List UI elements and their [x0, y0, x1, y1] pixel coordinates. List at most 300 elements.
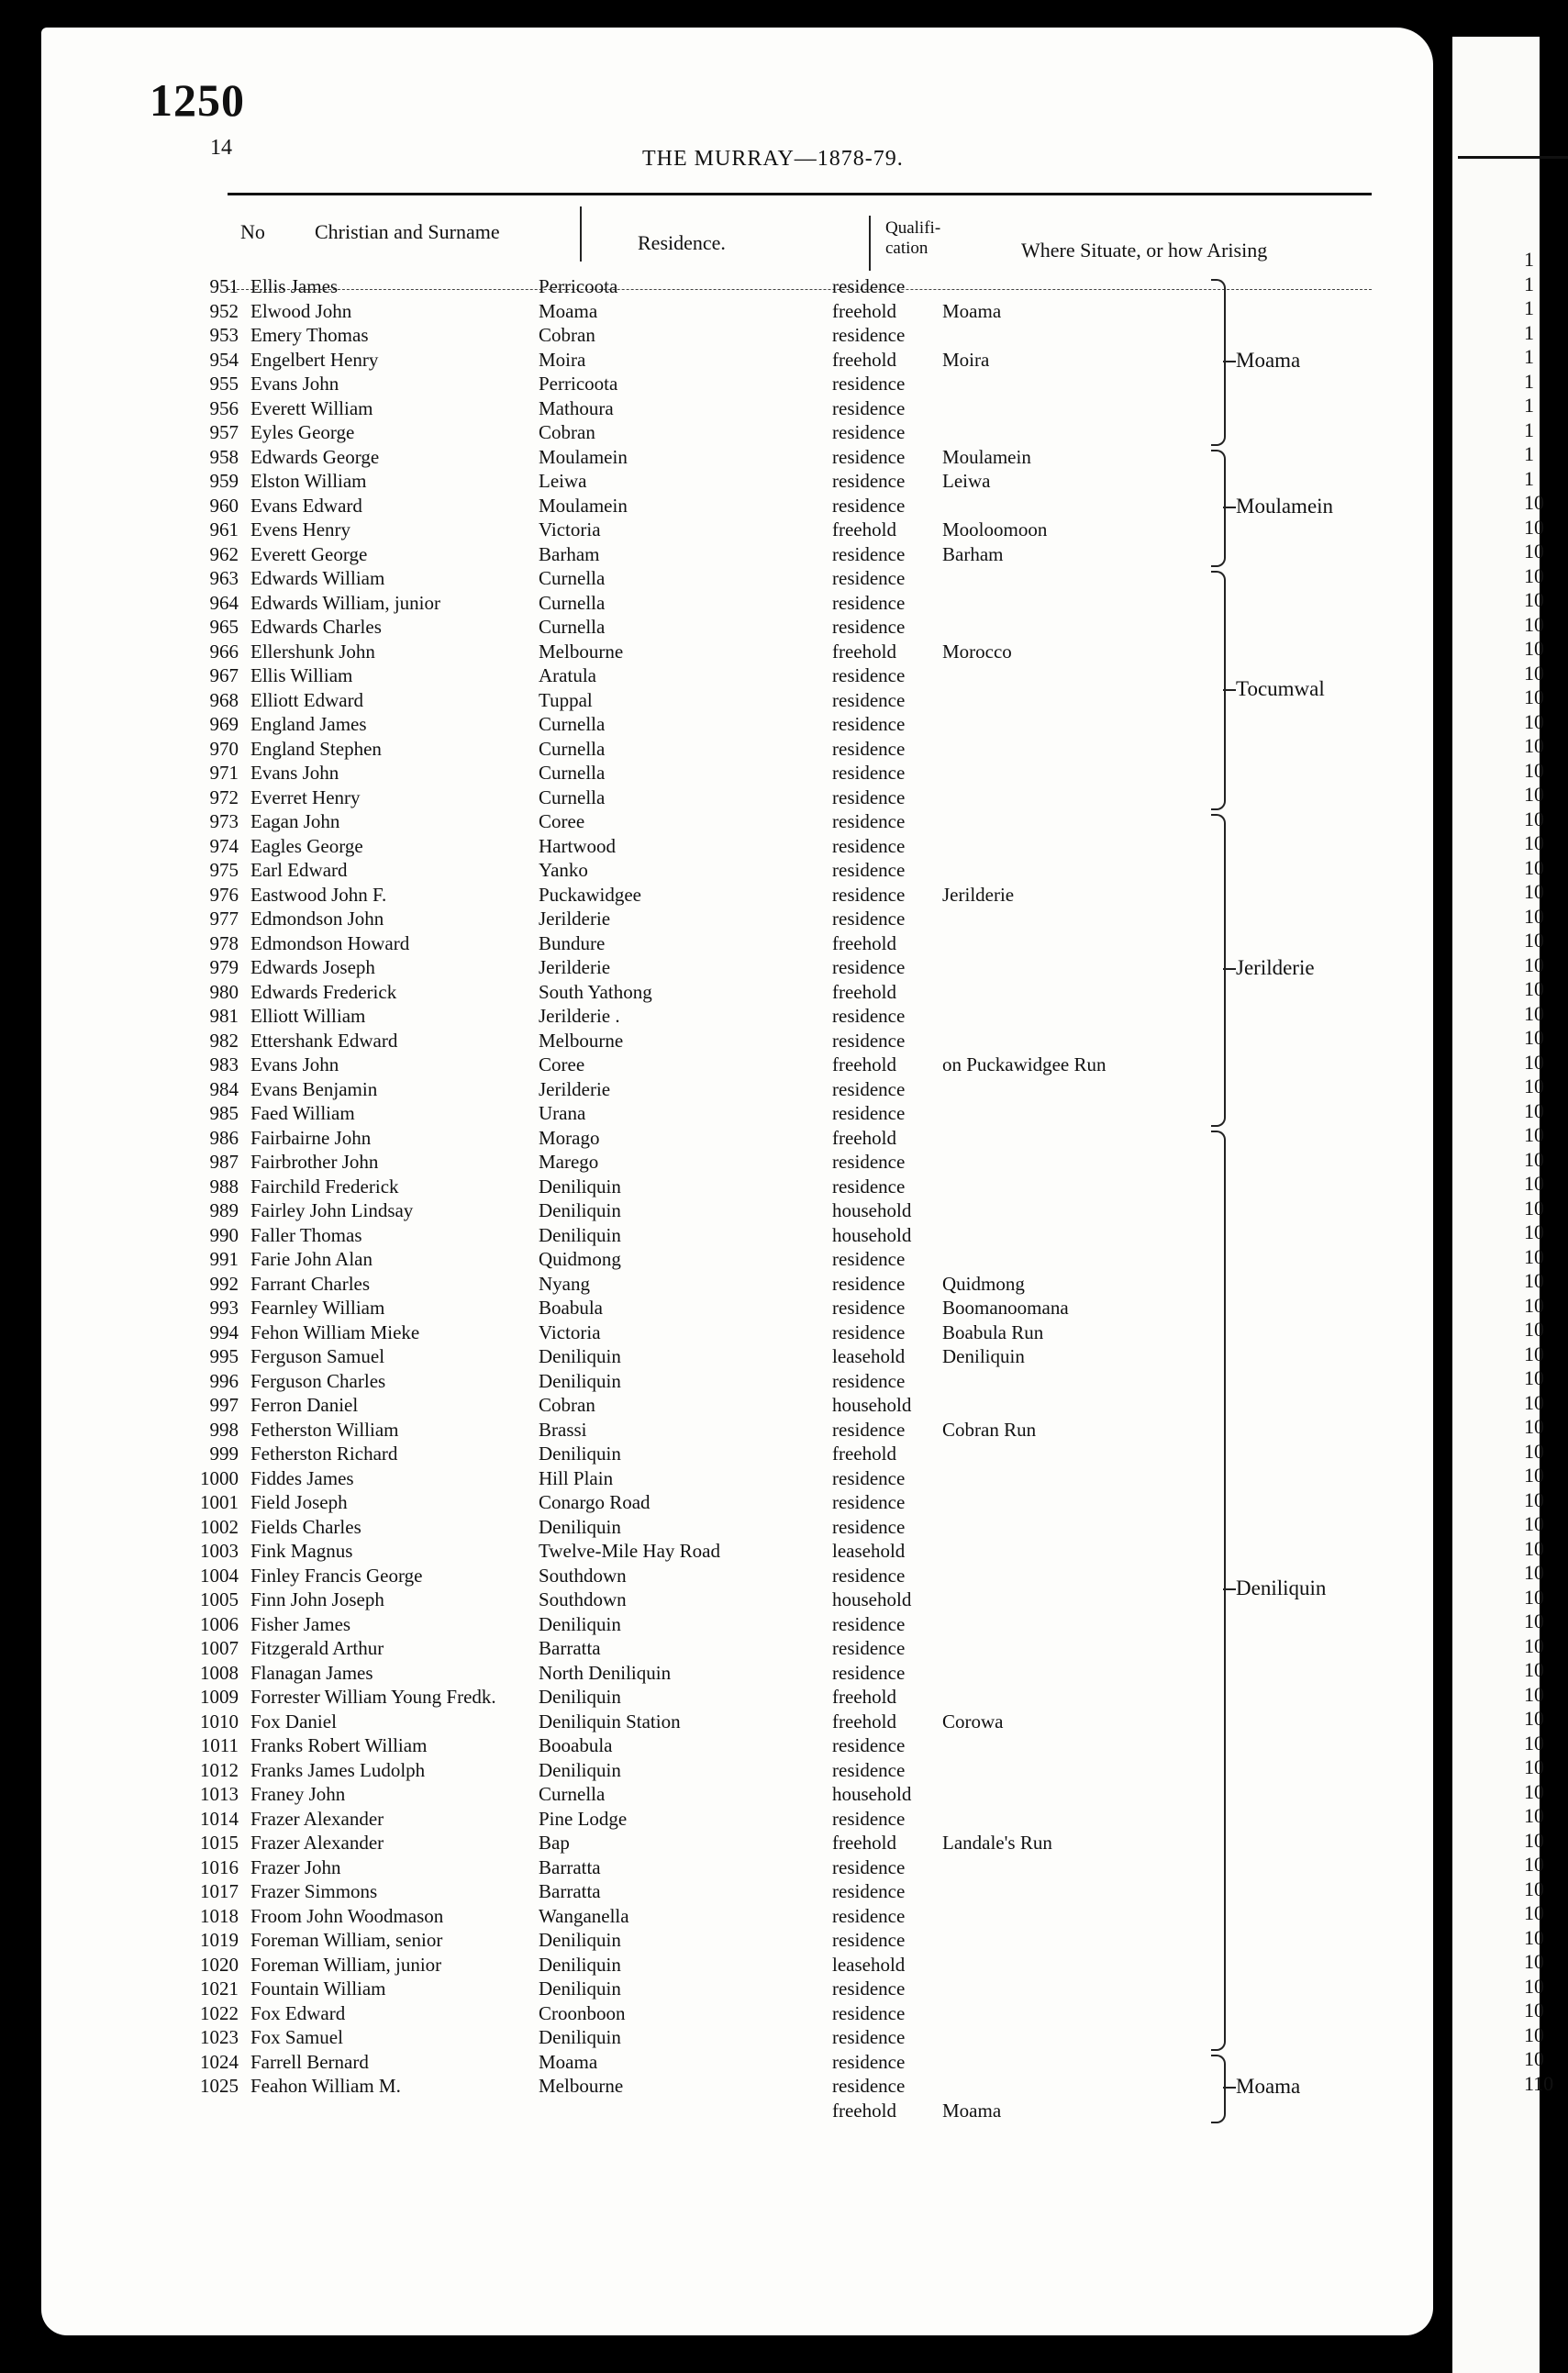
entry-qualification: residence: [832, 908, 906, 930]
entry-name: Ferguson Charles: [250, 1369, 386, 1392]
entry-qualification: household: [832, 1783, 912, 1805]
entry-number: 1020: [200, 1953, 239, 1976]
entry-number: 952: [209, 299, 239, 322]
entry-number: 964: [209, 591, 239, 614]
entry-number: 961: [209, 518, 239, 540]
entry-number: 970: [209, 737, 239, 760]
entry-name: Frazer Alexander: [250, 1807, 384, 1830]
group-brace: [1211, 279, 1226, 446]
adjacent-page-number-stub: 10: [1524, 1001, 1544, 1025]
entry-where-situate: Jerilderie: [942, 883, 1015, 906]
entry-number: 981: [209, 1005, 239, 1027]
entry-qualification: residence: [832, 1661, 906, 1684]
entry-where-situate: Boabula Run: [942, 1320, 1044, 1343]
entry-name: Elston William: [250, 470, 367, 492]
entry-residence: Deniliquin: [539, 1758, 621, 1781]
entry-residence: Jerilderie .: [539, 1005, 620, 1027]
entry-residence: Southdown: [539, 1564, 627, 1587]
entry-name: Frazer Alexander: [250, 1832, 384, 1854]
entry-qualification: freehold: [832, 1710, 896, 1732]
entry-number: 1008: [200, 1661, 239, 1684]
entry-where-situate: Boomanoomana: [942, 1297, 1069, 1319]
entry-name: Edmondson John: [250, 908, 384, 930]
entry-name: Ettershank Edward: [250, 1029, 398, 1052]
entry-residence: Deniliquin: [539, 1345, 621, 1367]
entry-number: 979: [209, 956, 239, 978]
entry-name: Fetherston Richard: [250, 1443, 398, 1465]
entry-number: 980: [209, 980, 239, 1003]
adjacent-page-number-stub: 10: [1524, 1755, 1544, 1778]
entry-number: 989: [209, 1199, 239, 1221]
entry-qualification: residence: [832, 1807, 906, 1830]
entry-residence: Quidmong: [539, 1248, 621, 1270]
entry-number: 1013: [200, 1783, 239, 1805]
entry-name: Edwards George: [250, 445, 380, 468]
entry-name: England Stephen: [250, 737, 382, 760]
entry-name: Frazer John: [250, 1855, 341, 1878]
entry-name: Fink Magnus: [250, 1540, 353, 1562]
entry-name: Faller Thomas: [250, 1223, 362, 1246]
entry-name: Field Joseph: [250, 1491, 348, 1513]
adjacent-page-number-stub: 1: [1524, 272, 1534, 295]
entry-qualification: residence: [832, 1904, 906, 1927]
entry-residence: Deniliquin: [539, 1175, 621, 1198]
entry-number: 1019: [200, 1929, 239, 1951]
entry-number: 1016: [200, 1855, 239, 1878]
entry-residence: Brassi: [539, 1418, 587, 1441]
group-label: Moama: [1236, 2075, 1301, 2099]
entry-name: Earl Edward: [250, 859, 348, 881]
adjacent-page-number-stub: 10: [1524, 1950, 1544, 1973]
entry-residence: Barratta: [539, 1880, 601, 1902]
entry-residence: Barratta: [539, 1855, 601, 1878]
entry-number: 982: [209, 1029, 239, 1052]
entry-number: 954: [209, 348, 239, 371]
group-brace: [1211, 1131, 1226, 2051]
entry-qualification: residence: [832, 1175, 906, 1198]
entry-number: 967: [209, 664, 239, 686]
entry-residence: North Deniliquin: [539, 1661, 672, 1684]
entry-qualification: residence: [832, 616, 906, 638]
adjacent-page-number-stub: 1: [1524, 418, 1534, 441]
entry-residence: Cobran: [539, 324, 595, 346]
entry-residence: Deniliquin: [539, 1199, 621, 1221]
adjacent-page-number-stub: 1: [1524, 466, 1534, 490]
adjacent-page-number-stub: 10: [1524, 929, 1544, 952]
entry-residence: Curnella: [539, 567, 606, 589]
entry-residence: Curnella: [539, 1783, 606, 1805]
entry-residence: Curnella: [539, 616, 606, 638]
entry-name: Ferron Daniel: [250, 1394, 359, 1416]
entry-qualification: residence: [832, 567, 906, 589]
entry-residence: Melbourne: [539, 640, 624, 663]
entry-qualification: freehold: [832, 518, 896, 540]
entry-where-situate: Morocco: [942, 640, 1012, 663]
adjacent-page-number-stub: 10: [1524, 685, 1544, 708]
entry-residence: Deniliquin: [539, 1929, 621, 1951]
sub-page-number: 14: [210, 136, 232, 160]
entry-qualification: residence: [832, 2026, 906, 2048]
entry-name: Fetherston William: [250, 1418, 399, 1441]
entry-residence: Tuppal: [539, 688, 593, 711]
adjacent-page-number-stub: 10: [1524, 1293, 1544, 1317]
entry-qualification: residence: [832, 762, 906, 784]
group-brace: [1211, 2055, 1226, 2124]
entry-qualification: residence: [832, 664, 906, 686]
entry-residence: Melbourne: [539, 1029, 624, 1052]
entry-name: Engelbert Henry: [250, 348, 379, 371]
entry-name: Finley Francis George: [250, 1564, 423, 1587]
entry-number: 972: [209, 785, 239, 808]
entry-number: 959: [209, 470, 239, 492]
entry-residence: Perricoota: [539, 373, 618, 395]
entry-name: Frazer Simmons: [250, 1880, 378, 1902]
entry-number: 963: [209, 567, 239, 589]
entry-number: 1015: [200, 1832, 239, 1854]
adjacent-page-number-stub: 10: [1524, 588, 1544, 611]
adjacent-page-number-stub: 10: [1524, 1439, 1544, 1463]
entry-residence: Moulamein: [539, 494, 628, 517]
header-separator: [580, 206, 582, 262]
entry-residence: Leiwa: [539, 470, 587, 492]
entry-qualification: residence: [832, 1491, 906, 1513]
adjacent-page-number-stub: 10: [1524, 1804, 1544, 1827]
entry-name: Everret Henry: [250, 785, 361, 808]
entry-number: 1012: [200, 1758, 239, 1781]
entry-residence: Marego: [539, 1151, 599, 1173]
adjacent-page-number-stub: 10: [1524, 1147, 1544, 1171]
entry-qualification: residence: [832, 421, 906, 443]
entry-number: 997: [209, 1394, 239, 1416]
entry-number: 985: [209, 1102, 239, 1124]
entry-qualification: residence: [832, 470, 906, 492]
adjacent-page-number-stub: 10: [1524, 758, 1544, 782]
adjacent-page-number-stub: 10: [1524, 1828, 1544, 1852]
entry-residence: Twelve-Mile Hay Road: [539, 1540, 720, 1562]
entry-residence: Hartwood: [539, 834, 616, 857]
entry-where-situate: Landale's Run: [942, 1832, 1052, 1854]
entry-qualification: freehold: [832, 299, 896, 322]
entry-name: Fairchild Frederick: [250, 1175, 399, 1198]
entry-name: Fairbairne John: [250, 1126, 372, 1149]
entry-number: 999: [209, 1443, 239, 1465]
entry-qualification: freehold: [832, 348, 896, 371]
entry-number: 1009: [200, 1686, 239, 1708]
entry-residence: Curnella: [539, 762, 606, 784]
entry-residence: Deniliquin: [539, 1978, 621, 2000]
entry-residence: Moama: [539, 2050, 598, 2073]
entry-residence: Deniliquin: [539, 1369, 621, 1392]
entry-residence: Deniliquin: [539, 1515, 621, 1538]
entry-qualification: residence: [832, 1418, 906, 1441]
adjacent-page-number-stub: 10: [1524, 855, 1544, 879]
entry-qualification: leasehold: [832, 1540, 906, 1562]
entry-residence: Jerilderie: [539, 1077, 611, 1100]
adjacent-page-number-stub: 10: [1524, 1561, 1544, 1584]
adjacent-page-number-stub: 10: [1524, 540, 1544, 563]
entry-residence: Deniliquin: [539, 1612, 621, 1635]
adjacent-page-number-stub: 10: [1524, 953, 1544, 976]
adjacent-page-number-stub: 10: [1524, 1196, 1544, 1220]
column-header-qualification: Qualifi- cation: [885, 218, 941, 258]
entry-name: Evans Edward: [250, 494, 362, 517]
entry-residence: Curnella: [539, 785, 606, 808]
adjacent-page-number-stub: 10: [1524, 807, 1544, 830]
entry-name: Flanagan James: [250, 1661, 373, 1684]
entry-name: Ferguson Samuel: [250, 1345, 385, 1367]
entry-residence: Melbourne: [539, 2075, 624, 2097]
entry-name: Eastwood John F.: [250, 883, 387, 906]
adjacent-page-number-stub: 1: [1524, 394, 1534, 417]
entry-name: Farie John Alan: [250, 1248, 373, 1270]
entry-number: 1001: [200, 1491, 239, 1513]
entry-number: 1010: [200, 1710, 239, 1732]
adjacent-page-number-stub: 10: [1524, 1999, 1544, 2022]
entry-number: 962: [209, 542, 239, 565]
entry-number: 975: [209, 859, 239, 881]
entry-qualification: residence: [832, 785, 906, 808]
entry-name: Franks Robert William: [250, 1734, 428, 1756]
adjacent-page-number-stub: 110: [1524, 2071, 1554, 2095]
entry-qualification: residence: [832, 1248, 906, 1270]
adjacent-page-number-stub: 10: [1524, 1731, 1544, 1755]
adjacent-page-number-stub: 10: [1524, 1244, 1544, 1268]
entry-qualification: residence: [832, 737, 906, 760]
entry-name: Fiddes James: [250, 1466, 354, 1489]
entry-qualification: residence: [832, 1758, 906, 1781]
entry-name: Fountain William: [250, 1978, 386, 2000]
entry-name: Edwards Charles: [250, 616, 382, 638]
entry-number: 1023: [200, 2026, 239, 2048]
adjacent-page-number-stub: 10: [1524, 1610, 1544, 1632]
entry-name: Elwood John: [250, 299, 352, 322]
adjacent-page-number-stub: 10: [1524, 491, 1544, 514]
column-header-residence: Residence.: [638, 231, 726, 254]
adjacent-page-number-stub: 10: [1524, 831, 1544, 854]
entry-number: 968: [209, 688, 239, 711]
entry-name: Elliott Edward: [250, 688, 364, 711]
entry-qualification: household: [832, 1199, 912, 1221]
entry-qualification: residence: [832, 1978, 906, 2000]
entry-name: Fox Daniel: [250, 1710, 337, 1732]
entry-residence: Victoria: [539, 518, 601, 540]
entry-name: Evans John: [250, 373, 339, 395]
adjacent-page-number-stub: 10: [1524, 1075, 1544, 1097]
entry-qualification: residence: [832, 1637, 906, 1659]
entry-residence: Booabula: [539, 1734, 613, 1756]
entry-qualification: freehold: [832, 1443, 896, 1465]
entry-name: Evans Benjamin: [250, 1077, 378, 1100]
entry-name: Eyles George: [250, 421, 355, 443]
adjacent-page-number-stub: 1: [1524, 296, 1534, 319]
entry-name: Forrester William Young Fredk.: [250, 1686, 496, 1708]
entry-qualification: residence: [832, 1564, 906, 1587]
group-label: Deniliquin: [1236, 1576, 1327, 1599]
entry-number: 1007: [200, 1637, 239, 1659]
adjacent-page-number-stub: 10: [1524, 1633, 1544, 1657]
adjacent-page-number-stub: 10: [1524, 563, 1544, 587]
entry-qualification: residence: [832, 1855, 906, 1878]
entry-where-situate: Mooloomoon: [942, 518, 1048, 540]
entry-name: Fehon William Mieke: [250, 1320, 420, 1343]
entry-residence: Nyang: [539, 1272, 590, 1295]
entry-number: 953: [209, 324, 239, 346]
entry-residence: Coree: [539, 810, 585, 832]
adjacent-page-number-stub: 10: [1524, 783, 1544, 806]
entry-qualification: residence: [832, 2050, 906, 2073]
entry-name: Eagan John: [250, 810, 340, 832]
adjacent-page-number-stub: 10: [1524, 1220, 1544, 1243]
entry-qualification: residence: [832, 1929, 906, 1951]
entry-qualification: freehold: [832, 640, 896, 663]
entry-name: Edmondson Howard: [250, 931, 410, 954]
entry-residence: Deniliquin Station: [539, 1710, 681, 1732]
entry-qualification: leasehold: [832, 1345, 906, 1367]
entry-number: 1000: [200, 1466, 239, 1489]
adjacent-page-number-stub: 10: [1524, 1464, 1544, 1487]
adjacent-page-number-stub: 10: [1524, 734, 1544, 757]
entry-residence: Yanko: [539, 859, 588, 881]
entry-number: 1025: [200, 2075, 239, 2097]
entry-number: 958: [209, 445, 239, 468]
entry-residence: Barham: [539, 542, 600, 565]
entry-number: 1003: [200, 1540, 239, 1562]
entry-qualification: freehold: [832, 1126, 896, 1149]
entry-qualification: residence: [832, 2001, 906, 2024]
group-brace-tip: [1223, 968, 1236, 970]
entry-qualification: residence: [832, 324, 906, 346]
entry-name: Evans John: [250, 762, 339, 784]
entry-name: Edwards Joseph: [250, 956, 375, 978]
entry-number: 984: [209, 1077, 239, 1100]
entry-name: Fox Samuel: [250, 2026, 343, 2048]
entry-qualification: freehold: [832, 1053, 896, 1075]
entry-qualification: household: [832, 1223, 912, 1246]
entry-residence: Puckawidgee: [539, 883, 641, 906]
entry-qualification: freehold: [832, 2099, 896, 2122]
entry-residence: Jerilderie: [539, 956, 611, 978]
column-header-name: Christian and Surname: [315, 220, 500, 243]
entry-number: 1017: [200, 1880, 239, 1902]
entry-name: Faed William: [250, 1102, 355, 1124]
entry-where-situate: Quidmong: [942, 1272, 1025, 1295]
entry-qualification: freehold: [832, 931, 896, 954]
entry-name: Ellis William: [250, 664, 353, 686]
entry-name: Ellis James: [250, 275, 339, 297]
entry-name: Emery Thomas: [250, 324, 369, 346]
entry-number: 988: [209, 1175, 239, 1198]
entry-residence: Jerilderie: [539, 908, 611, 930]
entry-number: 987: [209, 1151, 239, 1173]
entry-name: Foreman William, junior: [250, 1953, 442, 1976]
entry-residence: Coree: [539, 1053, 585, 1075]
adjacent-page-number-stub: 1: [1524, 320, 1534, 344]
entry-residence: Deniliquin: [539, 1953, 621, 1976]
entry-residence: Deniliquin: [539, 1223, 621, 1246]
entry-number: 974: [209, 834, 239, 857]
entry-qualification: residence: [832, 542, 906, 565]
entry-name: Finn John Joseph: [250, 1588, 384, 1610]
entry-residence: Boabula: [539, 1297, 603, 1319]
entry-number: 1018: [200, 1904, 239, 1927]
adjacent-page-number-stub: 10: [1524, 1172, 1544, 1195]
entry-number: 993: [209, 1297, 239, 1319]
header-separator: [869, 216, 871, 271]
entry-residence: Pine Lodge: [539, 1807, 628, 1830]
entry-qualification: residence: [832, 810, 906, 832]
entry-number: 992: [209, 1272, 239, 1295]
entry-number: 978: [209, 931, 239, 954]
entry-name: Ellershunk John: [250, 640, 375, 663]
group-label: Moulamein: [1236, 494, 1334, 518]
entry-number: 965: [209, 616, 239, 638]
entry-name: Fairbrother John: [250, 1151, 379, 1173]
adjacent-page-number-stub: 1: [1524, 369, 1534, 393]
header-top-rule: [228, 193, 1372, 195]
entry-qualification: residence: [832, 1005, 906, 1027]
entry-residence: Croonboon: [539, 2001, 626, 2024]
column-header-no: No: [240, 220, 265, 243]
adjacent-page-number-stub: 10: [1524, 2022, 1544, 2046]
entry-residence: Bap: [539, 1832, 570, 1854]
entry-qualification: residence: [832, 1029, 906, 1052]
entry-qualification: residence: [832, 1734, 906, 1756]
adjacent-page-number-stub: 10: [1524, 1366, 1544, 1389]
entry-name: Edwards William: [250, 567, 385, 589]
entry-number: 998: [209, 1418, 239, 1441]
entry-number: 1006: [200, 1612, 239, 1635]
adjacent-page-number-stub: 10: [1524, 1123, 1544, 1146]
entry-qualification: residence: [832, 834, 906, 857]
entry-qualification: household: [832, 1588, 912, 1610]
entry-residence: Cobran: [539, 1394, 595, 1416]
entry-name: Franks James Ludolph: [250, 1758, 426, 1781]
entry-name: Eagles George: [250, 834, 363, 857]
entry-qualification: residence: [832, 1151, 906, 1173]
group-label: Tocumwal: [1236, 676, 1325, 700]
adjacent-page-number-stub: 10: [1524, 661, 1544, 685]
adjacent-page-number-stub: 10: [1524, 1342, 1544, 1365]
entry-qualification: residence: [832, 1297, 906, 1319]
entry-number: 1004: [200, 1564, 239, 1587]
adjacent-page-number-stub: 10: [1524, 1585, 1544, 1609]
entry-number: 1011: [200, 1734, 239, 1756]
entry-where-situate: Cobran Run: [942, 1418, 1037, 1441]
group-brace: [1211, 814, 1226, 1127]
entry-qualification: residence: [832, 591, 906, 614]
entry-residence: Deniliquin: [539, 1443, 621, 1465]
entry-residence: Hill Plain: [539, 1466, 614, 1489]
entry-residence: South Yathong: [539, 980, 652, 1003]
entry-qualification: residence: [832, 396, 906, 419]
adjacent-page-number-stub: 10: [1524, 1707, 1544, 1730]
adjacent-page-number-stub: 10: [1524, 1974, 1544, 1998]
entry-number: 991: [209, 1248, 239, 1270]
entry-qualification: household: [832, 1394, 912, 1416]
entry-residence: Victoria: [539, 1320, 601, 1343]
entry-number: 1014: [200, 1807, 239, 1830]
entry-qualification: residence: [832, 1272, 906, 1295]
entry-number: 955: [209, 373, 239, 395]
entry-number: 971: [209, 762, 239, 784]
entry-number: 986: [209, 1126, 239, 1149]
adjacent-page-number-stub: 10: [1524, 1853, 1544, 1876]
entry-number: 996: [209, 1369, 239, 1392]
entry-name: Everett William: [250, 396, 373, 419]
entry-number: 951: [209, 275, 239, 297]
entry-residence: Urana: [539, 1102, 586, 1124]
entry-where-situate: Moama: [942, 299, 1002, 322]
